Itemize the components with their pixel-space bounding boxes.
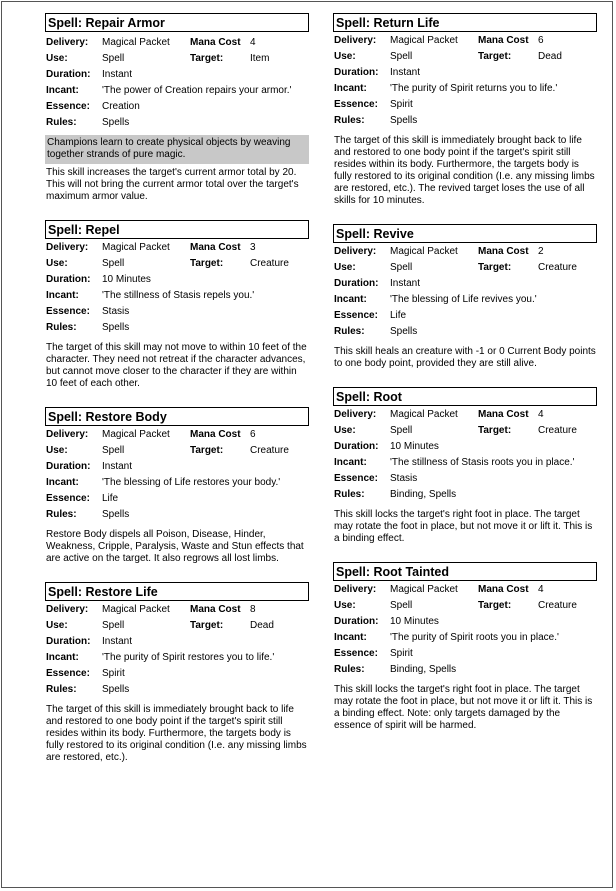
delivery-label: Delivery:: [46, 429, 89, 440]
incant-row: [333, 81, 597, 97]
incant-value: 'The blessing of Life revives you.': [390, 294, 537, 305]
delivery-row: [45, 240, 309, 256]
mana-cost-label: Mana Cost: [478, 409, 529, 420]
delivery-label: Delivery:: [334, 584, 377, 595]
delivery-row: [333, 407, 597, 423]
incant-value: 'The purity of Spirit restores you to life.': [102, 652, 275, 663]
incant-value: 'The purity of Spirit returns you to life.': [390, 83, 558, 94]
spell-description: This skill heals an creature with -1 or 0 Current Body points to one body point, provided they are still alive.: [334, 346, 596, 369]
essence-value: Life: [390, 310, 407, 321]
essence-label: Essence:: [46, 101, 90, 112]
use-label: Use:: [46, 445, 68, 456]
duration-value: 10 Minutes: [102, 274, 151, 285]
delivery-value: Magical Packet: [390, 246, 458, 257]
target-value: Creature: [250, 258, 289, 269]
spell-description: This skill increases the target's current armor total by 20. This will not bring the current armor total over the target's maximum armor value.: [46, 167, 299, 202]
use-label: Use:: [46, 53, 68, 64]
spell-title: Spell: Restore Life: [45, 582, 309, 601]
essence-value: Stasis: [390, 473, 418, 484]
delivery-value: Magical Packet: [390, 409, 458, 420]
target-label: Target:: [478, 425, 512, 436]
rules-row: [45, 115, 309, 131]
use-row: [45, 618, 309, 634]
spell-title: Spell: Return Life: [333, 13, 597, 32]
rules-label: Rules:: [46, 509, 77, 520]
use-value: Spell: [390, 600, 413, 611]
target-label: Target:: [478, 262, 512, 273]
use-row: [45, 51, 309, 67]
mana-cost-value: 4: [538, 409, 544, 420]
spell-title: Spell: Revive: [333, 224, 597, 243]
rules-value: Spells: [102, 322, 130, 333]
spell-description: Restore Body dispels all Poison, Disease, Hinder, Weakness, Cripple, Paralysis, Waste and Stun effects that are active on the target. It also regrows all lost limbs.: [46, 529, 304, 564]
essence-value: Spirit: [102, 668, 125, 679]
right-column: [333, 13, 597, 732]
incant-row: [333, 292, 597, 308]
rules-value: Spells: [390, 326, 418, 337]
mana-cost-value: 4: [250, 37, 256, 48]
target-value: Creature: [538, 262, 577, 273]
target-label: Target:: [190, 445, 224, 456]
delivery-row: [45, 602, 309, 618]
use-value: Spell: [102, 258, 125, 269]
incant-value: 'The stillness of Stasis repels you.': [102, 290, 255, 301]
spell-card: [45, 582, 309, 764]
mana-cost-value: 2: [538, 246, 544, 257]
duration-row: [45, 272, 309, 288]
essence-label: Essence:: [334, 648, 378, 659]
incant-row: [333, 455, 597, 471]
essence-label: Essence:: [46, 306, 90, 317]
incant-label: Incant:: [46, 477, 79, 488]
mana-cost-value: 4: [538, 584, 544, 595]
rules-row: [333, 324, 597, 340]
delivery-label: Delivery:: [334, 409, 377, 420]
essence-value: Stasis: [102, 306, 130, 317]
target-value: Creature: [538, 600, 577, 611]
duration-value: Instant: [390, 278, 421, 289]
use-label: Use:: [334, 51, 356, 62]
duration-row: [45, 67, 309, 83]
delivery-label: Delivery:: [46, 604, 89, 615]
incant-value: 'The blessing of Life restores your body.': [102, 477, 281, 488]
duration-value: 10 Minutes: [390, 616, 439, 627]
incant-value: 'The power of Creation repairs your armor.': [102, 85, 292, 96]
rules-value: Binding, Spells: [390, 489, 457, 500]
incant-label: Incant:: [46, 652, 79, 663]
rules-label: Rules:: [334, 326, 365, 337]
use-row: [45, 443, 309, 459]
duration-value: Instant: [102, 69, 133, 80]
duration-row: [333, 276, 597, 292]
target-value: Dead: [538, 51, 562, 62]
target-label: Target:: [478, 51, 512, 62]
essence-row: [333, 646, 597, 662]
rules-value: Spells: [390, 115, 418, 126]
rules-value: Spells: [102, 684, 130, 695]
use-value: Spell: [390, 51, 413, 62]
essence-value: Spirit: [390, 99, 413, 110]
spell-title: Spell: Repair Armor: [45, 13, 309, 32]
rules-row: [45, 320, 309, 336]
essence-label: Essence:: [46, 493, 90, 504]
mana-cost-value: 8: [250, 604, 256, 615]
spell-card: [333, 387, 597, 545]
target-value: Creature: [538, 425, 577, 436]
delivery-value: Magical Packet: [390, 584, 458, 595]
rules-label: Rules:: [334, 489, 365, 500]
spell-card: [333, 13, 597, 207]
spell-title: Spell: Repel: [45, 220, 309, 239]
use-row: [333, 423, 597, 439]
essence-row: [45, 666, 309, 682]
duration-row: [333, 65, 597, 81]
spell-title: Spell: Root Tainted: [333, 562, 597, 581]
use-value: Spell: [102, 445, 125, 456]
spell-description: The target of this skill may not move to within 10 feet of the character. They need not retreat if the character advances, but cannot move closer to the character if they are within 10 feet of each other.: [46, 342, 307, 389]
rules-row: [333, 662, 597, 678]
spell-title: Spell: Restore Body: [45, 407, 309, 426]
delivery-value: Magical Packet: [102, 37, 170, 48]
duration-label: Duration:: [334, 441, 379, 452]
duration-label: Duration:: [334, 616, 379, 627]
mana-cost-value: 3: [250, 242, 256, 253]
duration-row: [45, 634, 309, 650]
spell-card: [45, 407, 309, 565]
essence-row: [45, 99, 309, 115]
incant-label: Incant:: [334, 83, 367, 94]
essence-value: Spirit: [390, 648, 413, 659]
incant-row: [45, 288, 309, 304]
spell-title: Spell: Root: [333, 387, 597, 406]
use-row: [333, 49, 597, 65]
spell-description: This skill locks the target's right foot in place. The target may rotate the foot in place, but not move it or lift it. This is a binding effect. Note: only targets damaged by the essence of spirit will be harmed.: [334, 684, 593, 731]
mana-cost-value: 6: [250, 429, 256, 440]
target-value: Item: [250, 53, 270, 64]
essence-row: [333, 97, 597, 113]
delivery-label: Delivery:: [46, 37, 89, 48]
rules-label: Rules:: [334, 115, 365, 126]
duration-label: Duration:: [46, 274, 91, 285]
incant-row: [45, 650, 309, 666]
delivery-value: Magical Packet: [102, 604, 170, 615]
incant-row: [333, 630, 597, 646]
duration-label: Duration:: [46, 461, 91, 472]
mana-cost-label: Mana Cost: [478, 246, 529, 257]
use-value: Spell: [102, 620, 125, 631]
target-value: Creature: [250, 445, 289, 456]
delivery-label: Delivery:: [334, 35, 377, 46]
essence-row: [45, 304, 309, 320]
target-label: Target:: [190, 53, 224, 64]
duration-label: Duration:: [46, 69, 91, 80]
duration-row: [333, 439, 597, 455]
essence-label: Essence:: [334, 310, 378, 321]
delivery-row: [45, 35, 309, 51]
essence-row: [333, 471, 597, 487]
target-label: Target:: [190, 258, 224, 269]
use-label: Use:: [46, 258, 68, 269]
rules-value: Binding, Spells: [390, 664, 457, 675]
mana-cost-label: Mana Cost: [190, 242, 241, 253]
rules-label: Rules:: [46, 684, 77, 695]
use-value: Spell: [390, 262, 413, 273]
incant-row: [45, 475, 309, 491]
duration-value: Instant: [102, 461, 133, 472]
use-row: [333, 598, 597, 614]
duration-value: 10 Minutes: [390, 441, 439, 452]
delivery-value: Magical Packet: [102, 242, 170, 253]
delivery-label: Delivery:: [334, 246, 377, 257]
use-label: Use:: [334, 600, 356, 611]
mana-cost-label: Mana Cost: [190, 37, 241, 48]
essence-label: Essence:: [334, 99, 378, 110]
spell-card: [333, 562, 597, 732]
spell-card: [45, 220, 309, 390]
spell-description: The target of this skill is immediately brought back to life and restored to one body point if the target's spirit still resides within its body. Furthermore, the targets body is fully restored to its original condition (I.e. any missing limbs are restored, etc.). The revived target loses the use of all skills for 10 minutes.: [334, 135, 595, 206]
incant-label: Incant:: [334, 632, 367, 643]
duration-label: Duration:: [334, 278, 379, 289]
rules-row: [45, 682, 309, 698]
rules-label: Rules:: [46, 117, 77, 128]
rules-label: Rules:: [334, 664, 365, 675]
use-value: Spell: [102, 53, 125, 64]
duration-row: [333, 614, 597, 630]
target-label: Target:: [190, 620, 224, 631]
duration-label: Duration:: [46, 636, 91, 647]
target-value: Dead: [250, 620, 274, 631]
delivery-value: Magical Packet: [102, 429, 170, 440]
use-value: Spell: [390, 425, 413, 436]
use-label: Use:: [334, 425, 356, 436]
mana-cost-label: Mana Cost: [190, 604, 241, 615]
use-row: [45, 256, 309, 272]
essence-row: [333, 308, 597, 324]
mana-cost-label: Mana Cost: [478, 584, 529, 595]
spell-card: [45, 13, 309, 203]
essence-value: Life: [102, 493, 119, 504]
rules-label: Rules:: [46, 322, 77, 333]
use-row: [333, 260, 597, 276]
incant-label: Incant:: [46, 85, 79, 96]
delivery-row: [333, 244, 597, 260]
essence-value: Creation: [102, 101, 140, 112]
mana-cost-value: 6: [538, 35, 544, 46]
duration-label: Duration:: [334, 67, 379, 78]
use-label: Use:: [46, 620, 68, 631]
mana-cost-label: Mana Cost: [190, 429, 241, 440]
flavor-note: Champions learn to create physical objects by weaving together strands of pure magic.: [45, 135, 309, 164]
rules-value: Spells: [102, 509, 130, 520]
essence-row: [45, 491, 309, 507]
spell-description: The target of this skill is immediately brought back to life and restored to one body point if the target's spirit still resides within its body. Furthermore, the targets body is fully restored to its original condition (I.e. any missing limbs are restored, etc.).: [46, 704, 307, 763]
duration-value: Instant: [390, 67, 421, 78]
essence-label: Essence:: [46, 668, 90, 679]
spell-description: This skill locks the target's right foot in place. The target may rotate the foot in place, but not move it or lift it. This is a binding effect.: [334, 509, 593, 544]
duration-row: [45, 459, 309, 475]
left-column: [45, 13, 309, 764]
delivery-row: [333, 33, 597, 49]
rules-row: [45, 507, 309, 523]
delivery-value: Magical Packet: [390, 35, 458, 46]
essence-label: Essence:: [334, 473, 378, 484]
incant-value: 'The stillness of Stasis roots you in place.': [390, 457, 575, 468]
mana-cost-label: Mana Cost: [478, 35, 529, 46]
target-label: Target:: [478, 600, 512, 611]
incant-value: 'The purity of Spirit roots you in place.': [390, 632, 559, 643]
use-label: Use:: [334, 262, 356, 273]
incant-label: Incant:: [46, 290, 79, 301]
delivery-row: [333, 582, 597, 598]
rules-row: [333, 487, 597, 503]
incant-label: Incant:: [334, 294, 367, 305]
rules-row: [333, 113, 597, 129]
delivery-row: [45, 427, 309, 443]
delivery-label: Delivery:: [46, 242, 89, 253]
incant-row: [45, 83, 309, 99]
rules-value: Spells: [102, 117, 130, 128]
incant-label: Incant:: [334, 457, 367, 468]
spell-card: [333, 224, 597, 370]
duration-value: Instant: [102, 636, 133, 647]
